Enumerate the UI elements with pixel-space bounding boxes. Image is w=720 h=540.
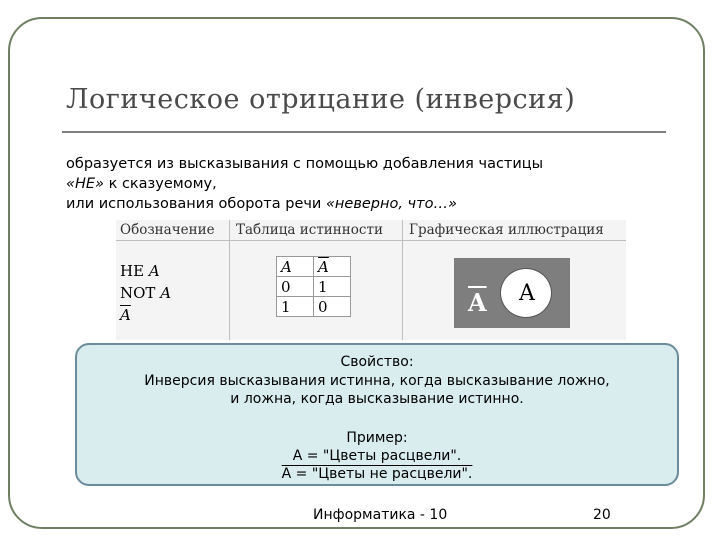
venn-illustration — [454, 258, 570, 328]
example-line-1: A = "Цветы расцвели". — [292, 448, 462, 464]
notation-ne: НЕ A — [120, 262, 160, 280]
truth-cell: 1 — [277, 297, 314, 317]
header-notation: Обозначение — [120, 222, 215, 238]
truth-cell: 1 — [314, 277, 351, 297]
circle-label: A — [519, 281, 535, 306]
table-row — [277, 297, 351, 317]
column-divider — [402, 220, 403, 340]
table-row — [277, 277, 351, 297]
notation-overline: $\overline{A}$ — [120, 306, 131, 324]
complement-label: $\overline{A}$ — [468, 288, 487, 317]
truth-cell: 0 — [314, 297, 351, 317]
truth-table — [276, 256, 351, 317]
property-heading: Свойство: — [340, 354, 414, 370]
intro-highlight-neverno: «неверно, что…» — [325, 196, 457, 212]
slide-title: Логическое отрицание (инверсия) — [66, 84, 576, 115]
property-line-1: Инверсия высказывания истинна, когда высказывание ложно, — [144, 373, 610, 389]
header-graphic: Графическая иллюстрация — [409, 222, 604, 238]
intro-text — [66, 154, 543, 214]
notation-table — [116, 220, 626, 340]
notation-not: NOT A — [120, 284, 172, 302]
intro-line-1: образуется из высказывания с помощью добавления частицы — [66, 156, 544, 172]
property-line-2: и ложна, когда высказывание истинно. — [230, 391, 524, 407]
truth-table-header — [277, 257, 351, 277]
intro-line-3 — [66, 194, 543, 214]
footer-course: Информатика - 10 — [313, 507, 448, 523]
title-underline — [62, 131, 666, 133]
header-divider — [116, 240, 626, 241]
intro-line-3-pre: или использования оборота речи — [66, 196, 326, 212]
example-line-2: A = "Цветы не расцвели". — [281, 466, 473, 482]
set-a-circle — [500, 268, 552, 318]
intro-highlight-ne: «НЕ» — [66, 176, 104, 192]
truth-head-not-a: $\overline{A}$ — [314, 257, 351, 277]
intro-line-2 — [66, 174, 543, 194]
header-truth-table: Таблица истинности — [236, 222, 383, 238]
notation-cell — [120, 260, 171, 326]
column-divider — [229, 220, 230, 340]
truth-cell: 0 — [277, 277, 314, 297]
page-number: 20 — [593, 507, 611, 523]
intro-line-2-rest: к сказуемому, — [103, 176, 217, 192]
property-box — [75, 343, 679, 486]
truth-head-a: A — [277, 257, 314, 277]
example-heading: Пример: — [346, 430, 408, 446]
